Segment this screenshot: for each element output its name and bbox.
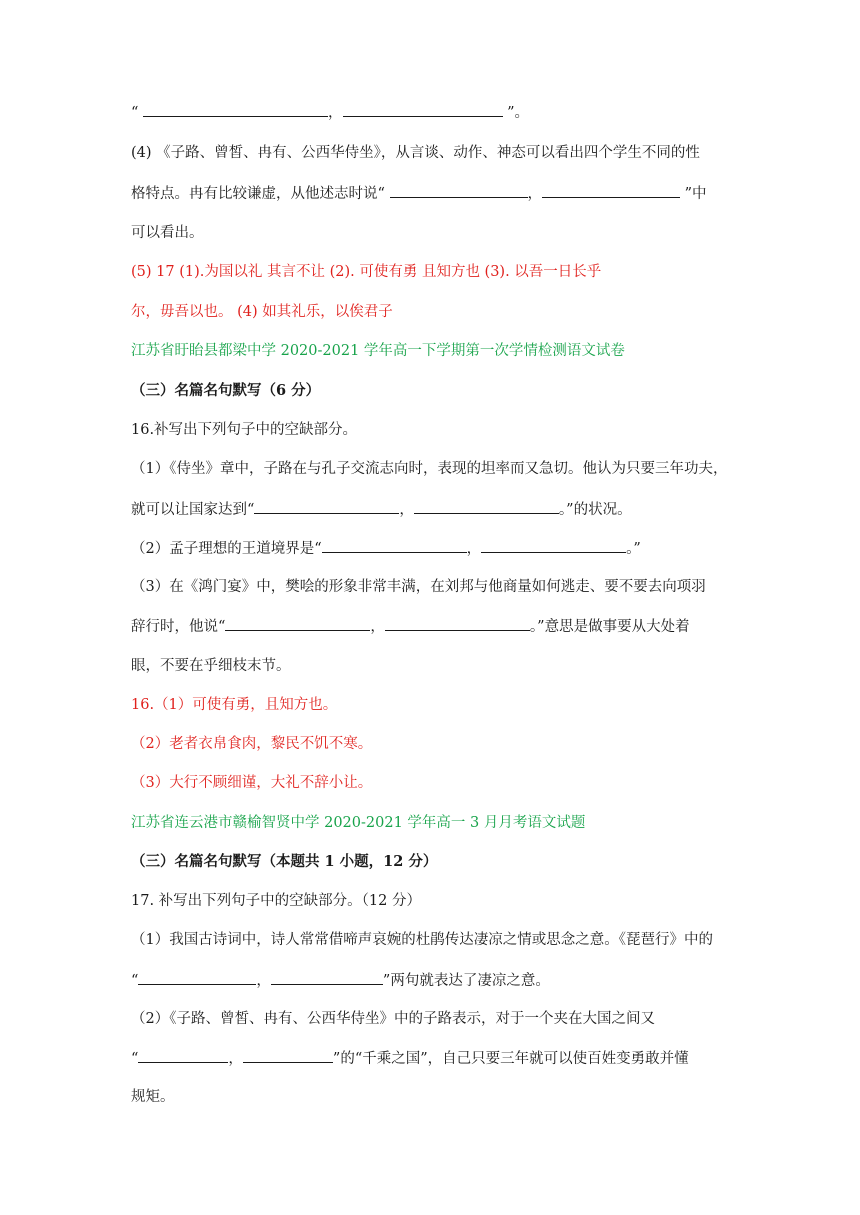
fill-blank-line (131, 102, 529, 123)
separator: ， (370, 619, 385, 635)
blank (481, 538, 626, 553)
blank (271, 970, 383, 985)
blank (225, 616, 370, 631)
question-text: 规矩。 (131, 1089, 175, 1105)
question-text: （1）《侍坐》章中，子路在与孔子交流志向时，表现的坦率而又急切。他认为只要三年功夫， (131, 461, 728, 477)
question-text: 17. 补写出下列句子中的空缺部分。（12 分） (131, 893, 421, 909)
fill-blank-line (131, 970, 550, 991)
blank (138, 1048, 228, 1063)
question-text: 16.补写出下列句子中的空缺部分。 (131, 422, 358, 438)
blank (542, 183, 680, 198)
text-segment: “ (131, 973, 139, 989)
source-title: 江苏省盱眙县都梁中学 2020-2021 学年高一下学期第一次学情检测语文试卷 (131, 343, 625, 359)
text-segment: ”中 (680, 186, 707, 202)
question-text: （3）在《鸿门宴》中，樊哙的形象非常丰满，在刘邦与他商量如何逃走、要不要去向项羽 (131, 579, 706, 595)
text-segment: 。” (626, 541, 641, 557)
text-segment: ”的“千乘之国”，自己只要三年就可以使百姓变勇敢并懂 (332, 1051, 689, 1067)
blank (322, 538, 467, 553)
text-segment: ”两句就表达了凄凉之意。 (382, 973, 550, 989)
question-text: （2）《子路、曾皙、冉有、公西华侍坐》中的子路表示，对于一个夹在大国之间又 (131, 1011, 655, 1027)
section-heading: （三）名篇名句默写（6 分） (131, 382, 321, 399)
separator: ， (399, 502, 414, 518)
separator: ， (527, 186, 543, 202)
section-heading: （三）名篇名句默写（本题共 1 小题，12 分） (131, 853, 438, 870)
source-title: 江苏省连云港市赣榆智贤中学 2020-2021 学年高一 3 月月考语文试题 (131, 815, 586, 831)
question-text: 可以看出。 (131, 225, 204, 241)
text-segment: “ (131, 1051, 139, 1067)
blank (414, 499, 559, 514)
fill-blank-line (131, 616, 690, 637)
separator: ， (466, 541, 482, 557)
text-segment: 。”的状况。 (558, 502, 632, 518)
text-segment: 格特点。冉有比较谦虚，从他述志时说“ (131, 186, 390, 202)
fill-blank-line (131, 499, 632, 520)
text-segment: 就可以让国家达到“ (131, 502, 255, 518)
question-text: （1）我国古诗词中，诗人常常借啼声哀婉的杜鹃传达凄凉之情或思念之意。《琵琶行》中的 (131, 932, 713, 948)
text-segment: 。”意思是做事要从大处着 (529, 619, 690, 635)
close-quote: ”。 (502, 105, 530, 121)
blank (385, 616, 530, 631)
blank (343, 102, 503, 117)
blank (143, 102, 328, 117)
question-text: (4) 《子路、曾皙、冉有、公西华侍坐》，从言谈、动作、神态可以看出四个学生不同的性 (131, 145, 700, 161)
open-quote: “ (131, 105, 144, 121)
fill-blank-line (131, 538, 641, 559)
blank (254, 499, 399, 514)
blank (390, 183, 528, 198)
blank (138, 970, 256, 985)
question-text (131, 183, 707, 204)
answer-text: 尔，毋吾以也。 (4) 如其礼乐，以俟君子 (131, 304, 393, 320)
answer-text: 16.（1）可使有勇，且知方也。 (131, 697, 338, 713)
answer-text: （3）大行不顾细谨，大礼不辞小让。 (131, 775, 373, 791)
separator: ， (228, 1051, 243, 1067)
question-text: 眼，不要在乎细枝末节。 (131, 658, 291, 674)
separator: ， (328, 105, 343, 121)
answer-text: （2）老者衣帛食肉，黎民不饥不寒。 (131, 736, 373, 752)
answer-text: (5) 17 (1).为国以礼 其言不让 (2). 可使有勇 且知方也 (3). 以吾一日长乎 (131, 264, 602, 280)
blank (243, 1048, 333, 1063)
separator: ， (256, 973, 271, 989)
text-segment: 辞行时，他说“ (131, 619, 226, 635)
text-segment: （2）孟子理想的王道境界是“ (131, 541, 322, 557)
fill-blank-line (131, 1048, 689, 1069)
